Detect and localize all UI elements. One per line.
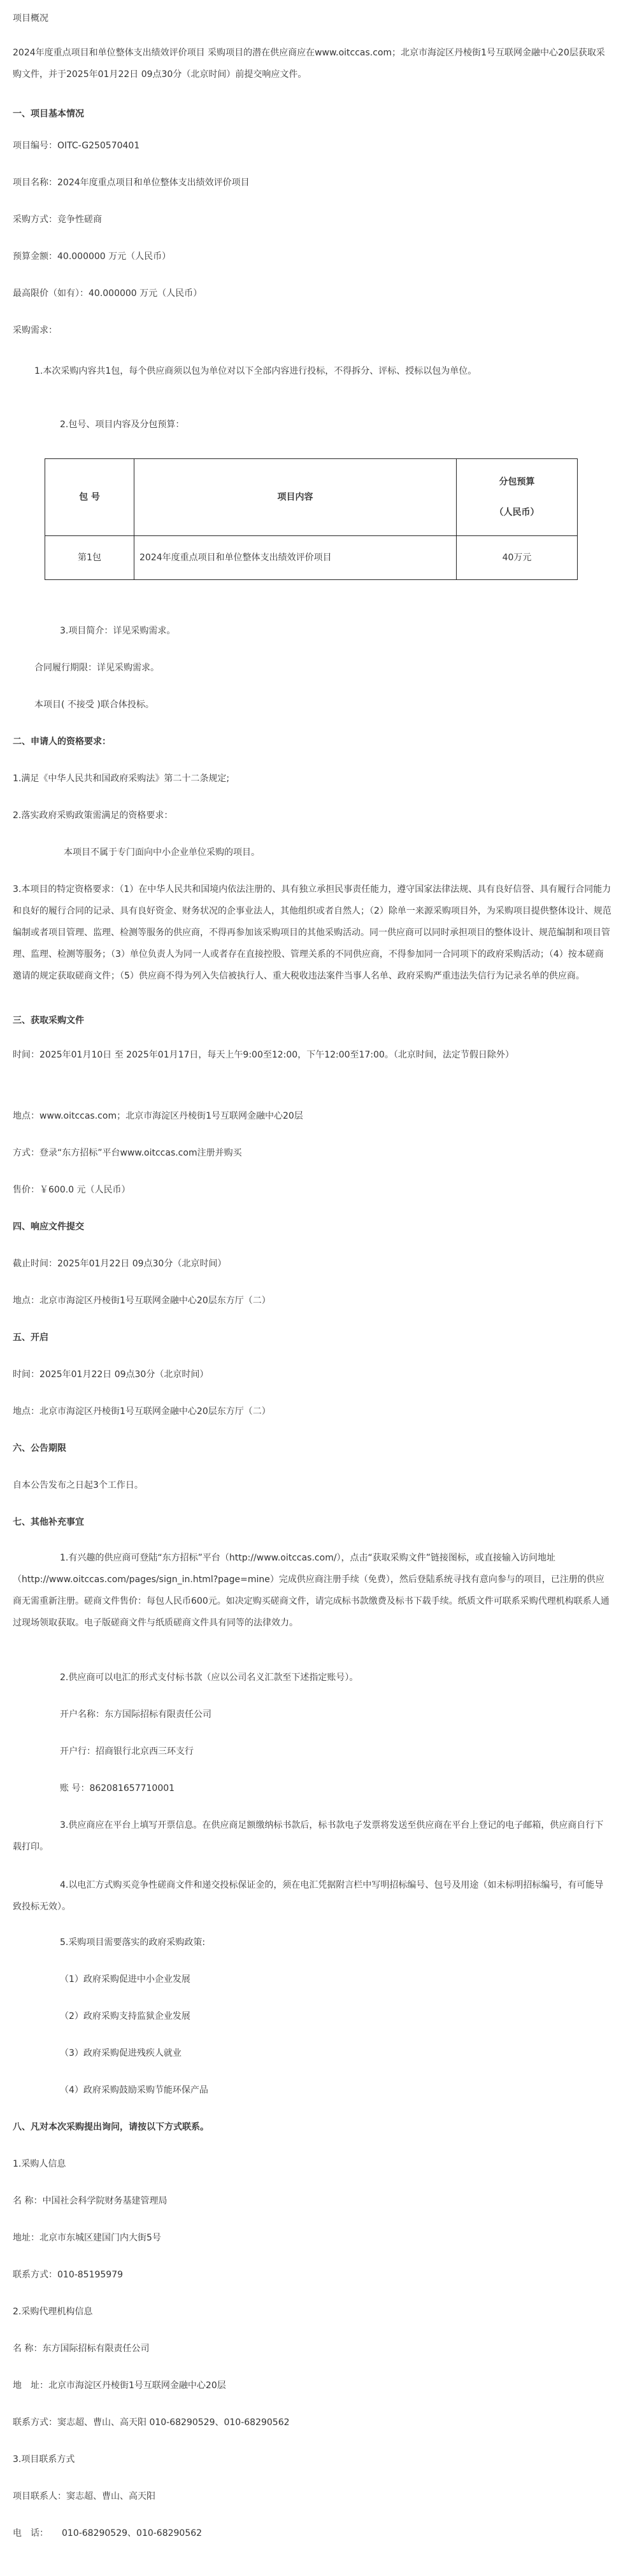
max-price: 最高限价（如有）：40.000000 万元（人民币） <box>13 288 203 299</box>
get-docs-place: 地点：www.oitccas.com；北京市海淀区丹棱街1号互联网金融中心20层 <box>13 1111 303 1121</box>
announcement-period: 自本公告发布之日起3个工作日。 <box>13 1480 143 1490</box>
section1-heading: 一、项目基本情况 <box>13 109 84 119</box>
table-cell-budget: 40万元 <box>457 536 578 580</box>
section4-heading: 四、响应文件提交 <box>13 1222 84 1232</box>
project-contact-title: 3.项目联系方式 <box>13 2454 75 2465</box>
overview-text: 2024年度重点项目和单位整体支出绩效评价项目 采购项目的潜在供应商应在www.oitccas.com；北京市海淀区丹棱街1号互联网金融中心20层获取采购文件，并于2025年01月22日 09点30分（北京时间）前提交响应文件。 <box>13 48 605 80</box>
buyer-title: 1.采购人信息 <box>13 2159 66 2169</box>
section6-heading: 六、公告期限 <box>13 1443 66 1454</box>
consortium-note: 本项目( 不接受 )联合体投标。 <box>34 700 154 710</box>
buyer-contact: 联系方式：010-85195979 <box>13 2270 124 2280</box>
table-cell-package: 第1包 <box>45 536 134 580</box>
bank-payee: 开户名称：东方国际招标有限责任公司 <box>60 1709 211 1720</box>
table-row <box>45 536 578 580</box>
package-table <box>45 458 578 580</box>
bank-account: 账 号：862081657710001 <box>60 1783 175 1794</box>
project-contact-people: 项目联系人：窦志超、曹山、高天阳 <box>13 2491 155 2502</box>
submission-deadline: 截止时间：2025年01月22日 09点30分（北京时间） <box>13 1259 227 1269</box>
table-header-content: 项目内容 <box>134 459 457 536</box>
get-docs-time: 时间：2025年01月10日 至 2025年01月17日，每天上午9:00至12:00，下午12:00至17:00。（北京时间，法定节假日除外） <box>13 1050 514 1060</box>
opening-place: 地点：北京市海淀区丹棱街1号互联网金融中心20层东方厅（二） <box>13 1406 271 1417</box>
need-item-1: 1.本次采购内容共1包，每个供应商须以包为单位对以下全部内容进行投标，不得拆分、评标、授标以包为单位。 <box>34 366 477 376</box>
project-name: 项目名称：2024年度重点项目和单位整体支出绩效评价项目 <box>13 178 250 188</box>
supplement-item-2: 2.供应商可以电汇的形式支付标书款（应以公司名义汇款至下述指定账号）。 <box>60 1673 359 1683</box>
procurement-method: 采购方式：竞争性磋商 <box>13 215 102 225</box>
section7-heading: 七、其他补充事宜 <box>13 1517 84 1527</box>
table-header-package: 包 号 <box>45 459 134 536</box>
requirement-2-detail: 本项目不属于专门面向中小企业单位采购的项目。 <box>64 847 260 858</box>
section8-heading: 八、凡对本次采购提出询问，请按以下方式联系。 <box>13 2122 209 2132</box>
policy-2: （2）政府采购支持监狱企业发展 <box>60 2011 190 2021</box>
get-docs-way: 方式：登录“东方招标”平台www.oitccas.com注册并购买 <box>13 1148 242 1158</box>
requirement-3: 3.本项目的特定资格要求：（1）在中华人民共和国境内依法注册的、具有独立承担民事责任能力，遵守国家法律法规、具有良好信誉、具有履行合同能力和良好的履行合同的记录、具有良好资金、财务状况的企事业法人，其他组织或者自然人；（2）除单一来源采购项目外，为采购项目提供整体设计、规范编制或者项目管理、监理、检测等服务的供应商，不得再参加该采购项目的其他采购活动。同一供应商可以同时承担项目的整体设计、规范编制和项目管理、监理、检测等服务；（3）单位负责人为同一人或者存在直接控股、管理关系的不同供应商，不得参加同一合同项下的政府采购活动；（4）按本磋商邀请的规定获取磋商文件；（5）供应商不得为列入失信被执行人、重大税收违法案件当事人名单、政府采购严重违法失信行为记录名单的供应商。 <box>13 884 611 981</box>
project-number: 项目编号：OITC-G250570401 <box>13 141 140 151</box>
requirement-1: 1.满足《中华人民共和国政府采购法》第二十二条规定; <box>13 774 230 784</box>
buyer-address: 地址：北京市东城区建国门内大街5号 <box>13 2233 161 2243</box>
supplement-item-1: 1.有兴趣的供应商可登陆“东方招标”平台（http://www.oitccas.com/），点击“获取采购文件”链接图标，或直接输入访问地址（http://www.oitccas.com/pages/sign_in.html?page=mine）完成供应商注册手续（免费），然后登陆系统寻找有意向参与的项目，已注册的供应商无需重新注册。磋商文件售价：每包人民币600元。如决定购买磋商文件，请完成标书款缴费及标书下载手续。纸质文件可联系采购代理机构联系人通过现场领取获取。电子版磋商文件与纸质磋商文件具有同等的法律效力。 <box>13 1553 610 1628</box>
agency-contact: 联系方式：窦志超、曹山、高天阳 010-68290529、010-68290562 <box>13 2417 290 2428</box>
submission-place: 地点：北京市海淀区丹棱街1号互联网金融中心20层东方厅（二） <box>13 1296 271 1306</box>
agency-address: 地 址：北京市海淀区丹棱街1号互联网金融中心20层 <box>13 2381 226 2391</box>
policy-3: （3）政府采购促进残疾人就业 <box>60 2048 182 2058</box>
bank-name: 开户行：招商银行北京西三环支行 <box>60 1746 194 1757</box>
table-header-budget-line2: （人民币） <box>494 507 539 518</box>
overview-title: 项目概况 <box>13 13 48 24</box>
section5-heading: 五、开启 <box>13 1333 48 1343</box>
table-header-row <box>45 459 578 536</box>
table-cell-content: 2024年度重点项目和单位整体支出绩效评价项目 <box>134 536 457 580</box>
policy-4: （4）政府采购鼓励采购节能环保产品 <box>60 2085 208 2095</box>
need-item-2: 2.包号、项目内容及分包预算： <box>60 420 185 430</box>
section2-heading: 二、申请人的资格要求： <box>13 737 111 747</box>
supplement-item-5: 5.采购项目需要落实的政府采购政策: <box>60 1937 206 1948</box>
agency-name: 名 称：东方国际招标有限责任公司 <box>13 2344 150 2354</box>
needs-label: 采购需求： <box>13 325 57 336</box>
buyer-name: 名 称：中国社会科学院财务基建管理局 <box>13 2196 168 2206</box>
need-item-3: 3.项目简介：详见采购需求。 <box>60 626 176 636</box>
contract-period: 合同履行期限：详见采购需求。 <box>34 663 159 673</box>
policy-1: （1）政府采购促进中小企业发展 <box>60 1974 190 1985</box>
table-header-budget-line1: 分包预算 <box>499 477 535 487</box>
table-header-budget <box>457 459 578 536</box>
agency-title: 2.采购代理机构信息 <box>13 2307 93 2317</box>
supplement-item-3: 3.供应商应在平台上填写开票信息。在供应商足额缴纳标书款后，标书款电子发票将发送至供应商在平台上登记的电子邮箱，供应商自行下载打印。 <box>13 1820 604 1852</box>
requirement-2: 2.落实政府采购政策需满足的资格要求： <box>13 810 173 821</box>
opening-time: 时间：2025年01月22日 09点30分（北京时间） <box>13 1369 209 1380</box>
project-contact-phone: 电 话： 010-68290529、010-68290562 <box>13 2528 203 2538</box>
section3-heading: 三、获取采购文件 <box>13 1016 84 1026</box>
budget-amount: 预算金额：40.000000 万元（人民币） <box>13 251 171 262</box>
supplement-item-4: 4.以电汇方式购买竞争性磋商文件和递交投标保证金的，须在电汇凭据附言栏中写明招标编号、包号及用途（如未标明招标编号，有可能导致投标无效）。 <box>13 1880 604 1912</box>
get-docs-price: 售价：￥600.0 元（人民币） <box>13 1185 131 1195</box>
